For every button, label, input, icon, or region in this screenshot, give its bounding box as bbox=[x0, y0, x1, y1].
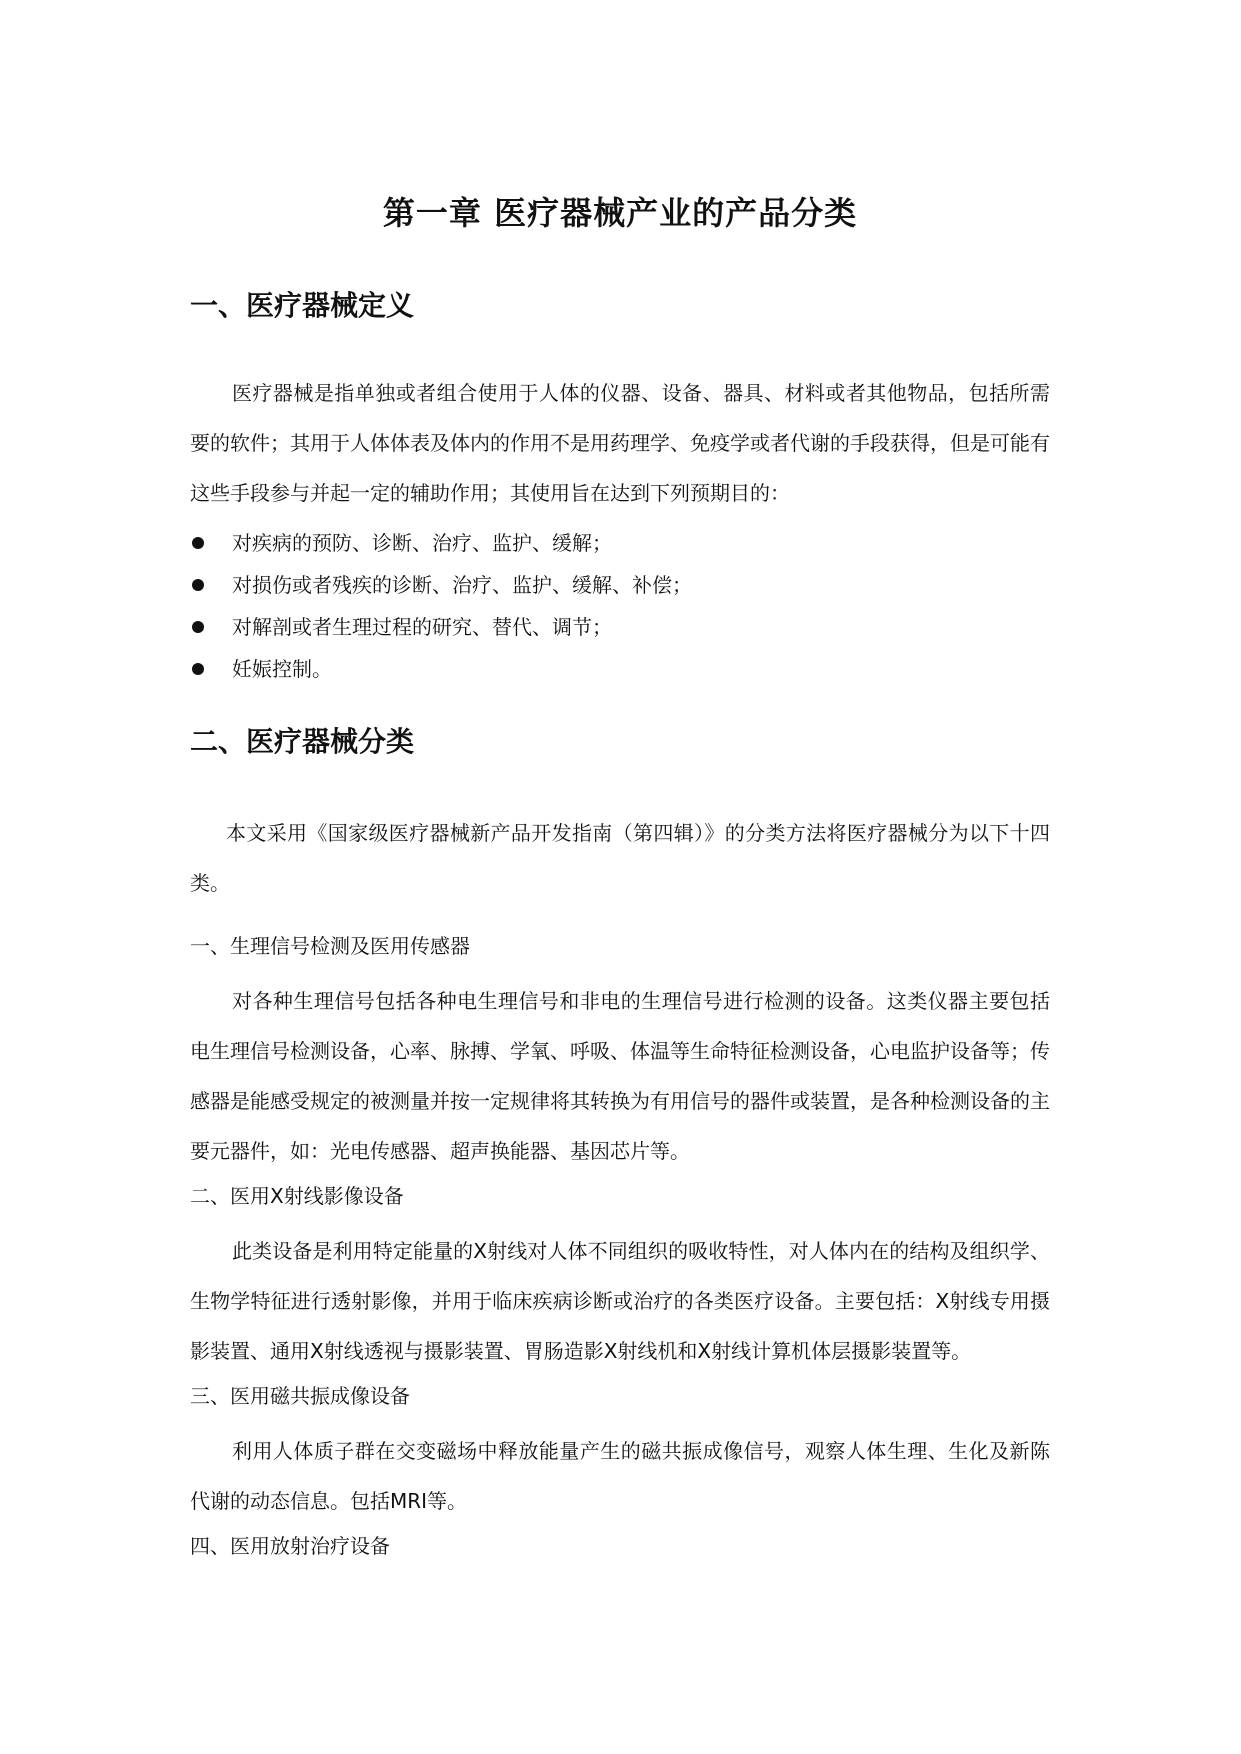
category-title: 四、医用放射治疗设备 bbox=[190, 1534, 390, 1558]
bullet-icon bbox=[192, 579, 204, 591]
list-item-text: 妊娠控制。 bbox=[232, 657, 332, 681]
chapter-title: 第一章 医疗器械产业的产品分类 bbox=[382, 194, 858, 232]
category-title: 一、生理信号检测及医用传感器 bbox=[190, 934, 470, 958]
list-item bbox=[190, 606, 1050, 648]
section-heading-classification: 二、医疗器械分类 bbox=[190, 725, 415, 758]
list-item-text: 对疾病的预防、诊断、治疗、监护、缓解； bbox=[232, 531, 612, 555]
purpose-list bbox=[190, 522, 1050, 690]
list-item-text: 对损伤或者残疾的诊断、治疗、监护、缓解、补偿； bbox=[232, 573, 692, 597]
bullet-icon bbox=[192, 537, 204, 549]
bullet-icon bbox=[192, 621, 204, 633]
bullet-icon bbox=[192, 663, 204, 675]
category-text: 利用人体质子群在交变磁场中释放能量产生的磁共振成像信号，观察人体生理、生化及新陈代谢的动态信息。包括MRI等。 bbox=[190, 1439, 1050, 1513]
category-text: 此类设备是利用特定能量的X射线对人体不同组织的吸收特性，对人体内在的结构及组织学、生物学特征进行透射影像，并用于临床疾病诊断或治疗的各类医疗设备。主要包括：X射线专用摄影装置、通用X射线透视与摄影装置、胃肠造影X射线机和X射线计算机体层摄影装置等。 bbox=[190, 1239, 1050, 1363]
category-title: 三、医用磁共振成像设备 bbox=[190, 1384, 410, 1408]
category-text: 对各种生理信号包括各种电生理信号和非电的生理信号进行检测的设备。这类仪器主要包括电生理信号检测设备，心率、脉搏、学氧、呼吸、体温等生命特征检测设备，心电监护设备等；传感器是能感受规定的被测量并按一定规律将其转换为有用信号的器件或装置，是各种检测设备的主要元器件，如：光电传感器、超声换能器、基因芯片等。 bbox=[190, 989, 1050, 1163]
list-item bbox=[190, 648, 1050, 690]
list-item bbox=[190, 522, 1050, 564]
category-title: 二、医用X射线影像设备 bbox=[190, 1184, 404, 1208]
section-heading-definition: 一、医疗器械定义 bbox=[190, 289, 415, 322]
definition-paragraph: 医疗器械是指单独或者组合使用于人体的仪器、设备、器具、材料或者其他物品，包括所需要的软件；其用于人体体表及体内的作用不是用药理学、免疫学或者代谢的手段获得，但是可能有这些手段参与并起一定的辅助作用；其使用旨在达到下列预期目的： bbox=[190, 381, 1050, 505]
list-item-text: 对解剖或者生理过程的研究、替代、调节； bbox=[232, 615, 612, 639]
list-item bbox=[190, 564, 1050, 606]
classification-intro: 本文采用《国家级医疗器械新产品开发指南（第四辑）》的分类方法将医疗器械分为以下十四类。 bbox=[190, 821, 1050, 895]
document-body bbox=[190, 186, 1050, 1566]
